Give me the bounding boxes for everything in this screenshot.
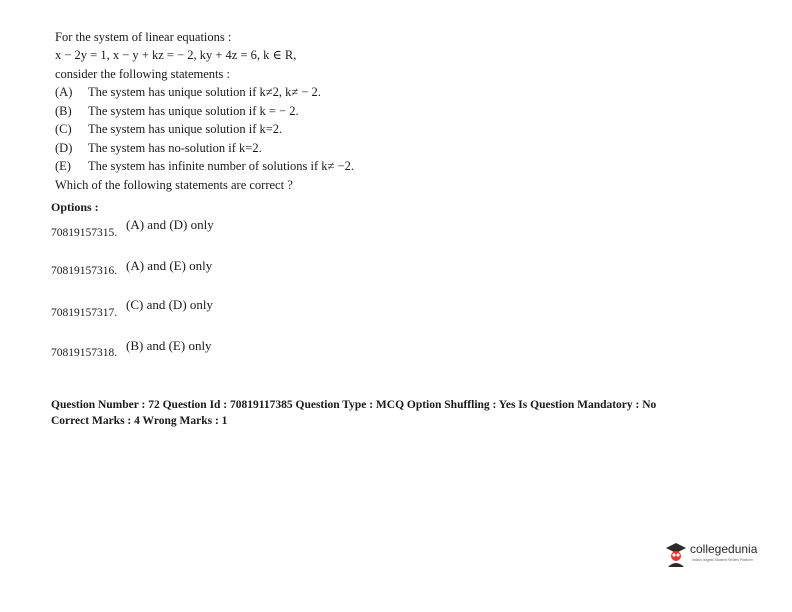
question-prompt: Which of the following statements are correct ?: [55, 178, 293, 192]
brand-name: collegedunia: [690, 542, 758, 556]
statement-b: [55, 104, 299, 119]
statement-text: The system has infinite number of solutions if k≠ −2.: [88, 159, 354, 173]
option-text[interactable]: (A) and (D) only: [126, 217, 214, 232]
statement-letter: (A): [55, 85, 73, 99]
option-id: 70819157317.: [51, 307, 118, 319]
question-intro: For the system of linear equations :: [55, 30, 232, 44]
question-meta: Question Number : 72 Question Id : 70819117385 Question Type : MCQ Option Shuffling : Yes Is Question Mandatory : No: [51, 399, 657, 411]
option-id: 70819157318.: [51, 347, 118, 359]
statement-text: The system has unique solution if k=2.: [88, 122, 283, 136]
brand-tagline: India's largest Student Review Platform: [692, 558, 753, 562]
marks-meta: Correct Marks : 4 Wrong Marks : 1: [51, 415, 228, 427]
option-id: 70819157315.: [51, 227, 118, 239]
brand-logo: [665, 540, 765, 572]
option-text[interactable]: (C) and (D) only: [126, 297, 214, 312]
question-consider: consider the following statements :: [55, 67, 230, 81]
statement-text: The system has unique solution if k≠2, k≠ − 2.: [88, 85, 321, 99]
option-text[interactable]: (B) and (E) only: [126, 338, 212, 353]
statement-c: [55, 122, 282, 137]
statement-e: [55, 159, 354, 174]
statement-a: [55, 85, 321, 100]
question-equations: x − 2y = 1, x − y + kz = − 2, ky + 4z = 6, k ∈ R,: [55, 48, 297, 62]
statement-letter: (B): [55, 104, 72, 118]
option-id: 70819157316.: [51, 265, 118, 277]
option-text[interactable]: (A) and (E) only: [126, 258, 213, 273]
statement-letter: (D): [55, 141, 73, 155]
statement-letter: (E): [55, 159, 71, 173]
statement-text: The system has no-solution if k=2.: [88, 141, 262, 155]
options-label: Options :: [51, 200, 99, 214]
graduate-icon: [665, 542, 687, 568]
statement-letter: (C): [55, 122, 72, 136]
statement-text: The system has unique solution if k = − 2.: [88, 104, 299, 118]
statement-d: [55, 141, 262, 156]
